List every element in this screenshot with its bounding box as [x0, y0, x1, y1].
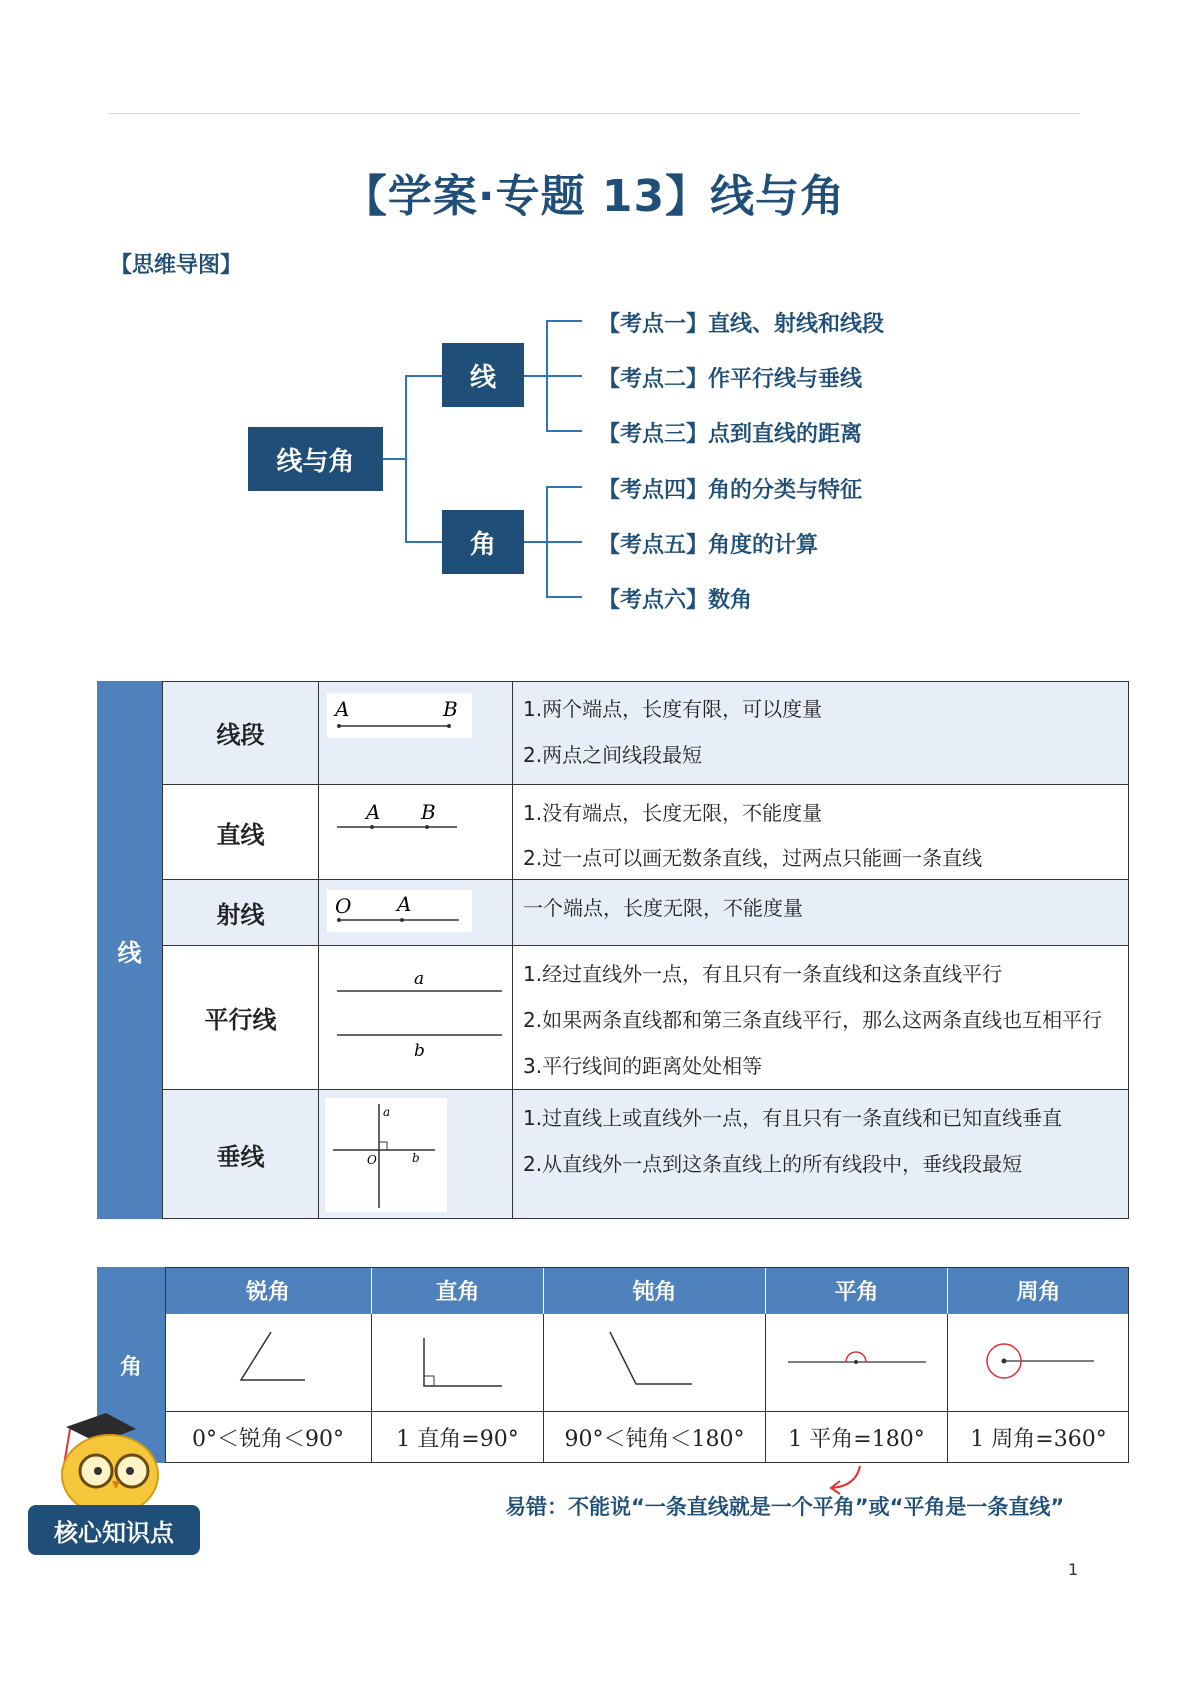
straight-angle-figure — [766, 1314, 948, 1412]
label-b: b — [414, 1041, 425, 1061]
obtuse-angle-range: 90°＜钝角＜180° — [544, 1412, 766, 1463]
header-acute: 锐角 — [165, 1267, 372, 1314]
mindmap-item-1: 【考点一】直线、射线和线段 — [598, 312, 885, 337]
desc-line: 1.没有端点，长度无限，不能度量 — [523, 801, 823, 825]
table-row — [162, 1090, 1129, 1218]
mindmap-root: 线与角 — [248, 427, 383, 491]
row-name: 线段 — [162, 681, 319, 784]
mindmap-item-2: 【考点二】作平行线与垂线 — [598, 367, 863, 392]
table-row — [162, 946, 1129, 1090]
row-desc — [513, 785, 1129, 879]
table-row — [162, 880, 1129, 946]
owl-mascot-icon — [36, 1405, 176, 1515]
mindmap-item-6: 【考点六】数角 — [598, 588, 753, 613]
row-name: 平行线 — [162, 946, 319, 1089]
header-obtuse: 钝角 — [544, 1267, 766, 1314]
row-name: 直线 — [162, 785, 319, 879]
row-desc — [513, 681, 1129, 784]
desc-line: 3.平行线间的距离处处相等 — [523, 1054, 763, 1078]
desc-line: 2.两点之间线段最短 — [523, 743, 703, 767]
header-round: 周角 — [948, 1267, 1129, 1314]
desc-line: 2.如果两条直线都和第三条直线平行，那么这两条直线也互相平行 — [523, 1008, 1103, 1032]
round-angle-figure — [948, 1314, 1129, 1412]
line-table — [97, 681, 1129, 1219]
desc-line: 1.经过直线外一点，有且只有一条直线和这条直线平行 — [523, 962, 1003, 986]
row-desc — [513, 1090, 1129, 1218]
mindmap-item-4: 【考点四】角的分类与特征 — [598, 478, 863, 503]
row-name: 射线 — [162, 880, 319, 945]
line-table-side-label: 线 — [97, 681, 162, 1219]
row-desc — [513, 880, 1129, 945]
acute-angle-range: 0°＜锐角＜90° — [165, 1412, 372, 1463]
header-rule — [108, 113, 1080, 114]
angle-table-side-label: 角 — [97, 1267, 165, 1463]
label-b: B — [421, 800, 436, 824]
label-a: a — [414, 969, 425, 989]
mindmap-label: 【思维导图】 — [110, 253, 243, 278]
table-row — [162, 785, 1129, 880]
label-a: a — [383, 1105, 391, 1119]
mindmap-branch-line: 线 — [442, 343, 524, 407]
mindmap-item-3: 【考点三】点到直线的距离 — [598, 422, 863, 447]
desc-line: 2.从直线外一点到这条直线上的所有线段中，垂线段最短 — [523, 1152, 1023, 1176]
label-b: b — [412, 1151, 420, 1165]
header-straight: 平角 — [766, 1267, 948, 1314]
page-number: 1 — [1068, 1560, 1079, 1579]
label-b: B — [443, 697, 458, 721]
segment-figure — [317, 681, 513, 784]
desc-line: 2.过一点可以画无数条直线，过两点只能画一条直线 — [523, 846, 983, 870]
ray-figure — [317, 880, 513, 945]
label-a: A — [366, 800, 381, 824]
angle-table — [97, 1267, 1129, 1463]
desc-line: 1.过直线上或直线外一点，有且只有一条直线和已知直线垂直 — [523, 1106, 1063, 1130]
label-a: A — [397, 892, 412, 916]
header-right: 直角 — [372, 1267, 544, 1314]
acute-angle-figure — [165, 1314, 372, 1412]
parallel-lines-figure — [317, 946, 513, 1089]
right-angle-value: 1 直角=90° — [372, 1412, 544, 1463]
table-row — [162, 681, 1129, 785]
row-desc — [513, 946, 1129, 1089]
label-o: O — [367, 1153, 377, 1167]
straight-line-figure — [317, 785, 513, 879]
row-name: 垂线 — [162, 1090, 319, 1218]
core-knowledge-badge: 核心知识点 — [28, 1505, 200, 1555]
mistake-note: 易错：不能说“一条直线就是一个平角”或“平角是一条直线” — [505, 1495, 1065, 1519]
round-angle-value: 1 周角=360° — [970, 1427, 1107, 1452]
mindmap-branch-angle: 角 — [442, 510, 524, 574]
label-o: O — [335, 894, 352, 918]
straight-angle-value: 1 平角=180° — [766, 1412, 948, 1463]
right-angle-figure — [372, 1314, 544, 1412]
obtuse-angle-figure — [544, 1314, 766, 1412]
mindmap-item-5: 【考点五】角度的计算 — [598, 533, 819, 558]
page-title: 【学案·专题 13】线与角 — [342, 171, 846, 222]
perpendicular-figure — [317, 1090, 513, 1218]
desc-line: 一个端点，长度无限，不能度量 — [523, 896, 803, 920]
desc-line: 1.两个端点，长度有限，可以度量 — [523, 697, 823, 721]
label-a: A — [335, 697, 350, 721]
